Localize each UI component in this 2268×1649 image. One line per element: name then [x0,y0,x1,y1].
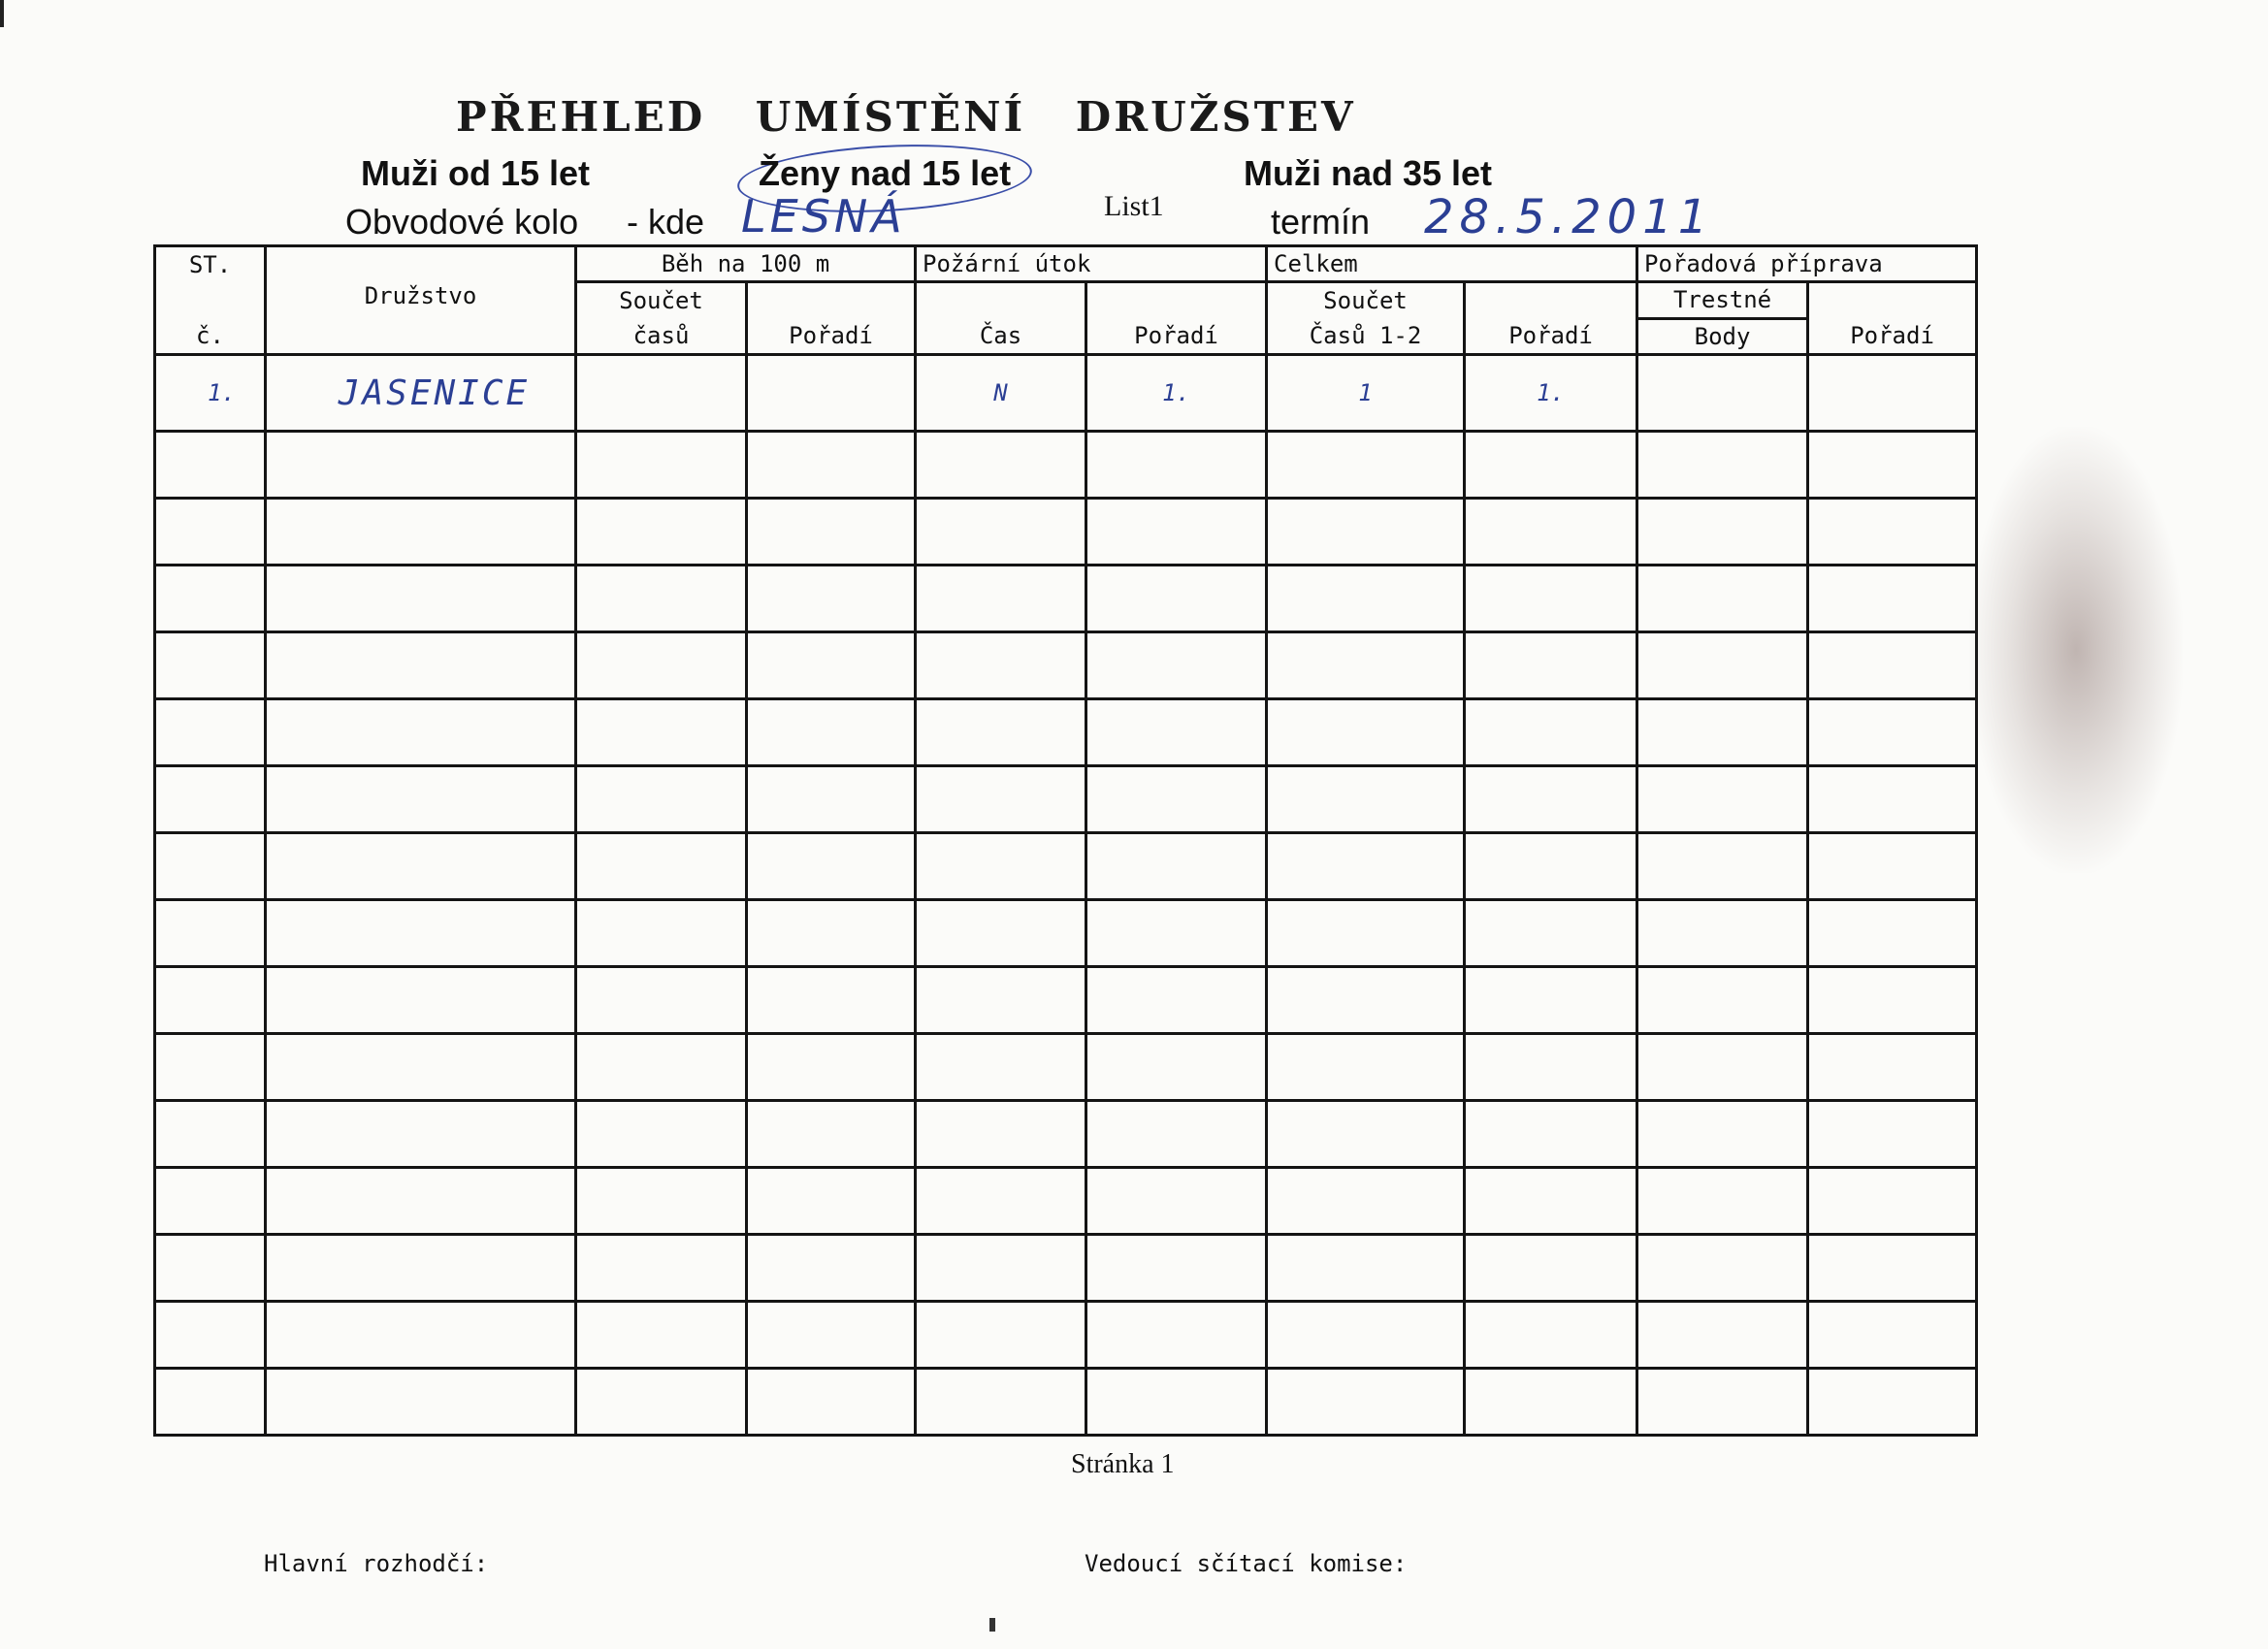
empty-cell [1637,967,1808,1034]
empty-cell [916,833,1086,900]
empty-cell [916,1101,1086,1168]
empty-cell [1637,1235,1808,1302]
page-title: PŘEHLED UMÍSTĚNÍ DRUŽSTEV [456,93,1356,141]
empty-cell [1637,833,1808,900]
empty-cell [266,1101,576,1168]
header-total-rank [1465,282,1637,355]
scan-speck [989,1618,995,1632]
header-run-sum-line2: časů [632,322,690,349]
empty-cell [916,1168,1086,1235]
empty-cell [576,1101,747,1168]
empty-cell [155,967,266,1034]
empty-cell [747,1168,916,1235]
empty-cell [1267,632,1465,699]
empty-cell [1465,1101,1637,1168]
empty-cell [1465,1168,1637,1235]
header-drill-rank [1808,282,1977,355]
date-value: 28.5.2011 [1424,190,1714,244]
empty-cell [155,632,266,699]
empty-cell [576,1235,747,1302]
empty-cell [747,967,916,1034]
header-attack-rank-label: Pořadí [1134,322,1218,349]
header-drill-penalty [1637,282,1808,319]
empty-cell [1267,900,1465,967]
empty-cell [1637,432,1808,499]
empty-cell [1465,499,1637,566]
empty-cell [1267,1034,1465,1101]
empty-cell [1808,1168,1977,1235]
empty-cell [916,499,1086,566]
empty-cell [916,1034,1086,1101]
empty-cell [1465,833,1637,900]
empty-cell [1808,766,1977,833]
empty-cell [576,833,747,900]
empty-cell [1086,900,1267,967]
empty-cell [1086,1034,1267,1101]
empty-cell [1267,967,1465,1034]
empty-cell [747,1235,916,1302]
empty-cell [1465,967,1637,1034]
empty-cell [1637,499,1808,566]
empty-cell [576,699,747,766]
empty-cell [1465,432,1637,499]
empty-cell [1267,1235,1465,1302]
empty-cell [155,1101,266,1168]
header-run-sum [576,282,747,355]
category-men-35: Muži nad 35 let [1244,153,1493,193]
table-row [155,432,1977,499]
empty-cell [155,833,266,900]
header-total-sum-line1: Součet [1323,287,1408,314]
empty-cell [155,566,266,632]
empty-cell [1086,566,1267,632]
header-run-label: Běh na 100 m [661,250,830,277]
empty-cell [155,1168,266,1235]
empty-cell [1267,699,1465,766]
cell-attack-time: N [916,355,1086,432]
empty-cell [576,1034,747,1101]
header-total-rank-label: Pořadí [1508,322,1593,349]
empty-cell [1808,1101,1977,1168]
header-attack-label: Požární útok [923,250,1091,277]
cell-total-rank: 1. [1465,355,1637,432]
empty-cell [1808,632,1977,699]
empty-cell [1465,1302,1637,1369]
table-row [155,1101,1977,1168]
empty-cell [1637,1034,1808,1101]
cell-drill-rank [1808,355,1977,432]
empty-cell [1808,1302,1977,1369]
header-drill-penalty-label: Trestné [1672,286,1772,314]
empty-cell [266,1168,576,1235]
round-label: Obvodové kolo [345,202,579,242]
empty-cell [1465,1235,1637,1302]
empty-cell [576,499,747,566]
empty-cell [1808,699,1977,766]
sheet-label: List1 [1104,190,1164,222]
empty-cell [747,499,916,566]
empty-cell [266,566,576,632]
empty-cell [1637,1369,1808,1436]
empty-cell [1465,1034,1637,1101]
empty-cell [1637,632,1808,699]
empty-cell [266,766,576,833]
empty-cell [916,967,1086,1034]
commission-head-label: Vedoucí sčítací komise: [1085,1550,1408,1577]
empty-cell [747,833,916,900]
empty-cell [1267,1168,1465,1235]
empty-cell [1086,967,1267,1034]
table-row [155,766,1977,833]
empty-cell [1086,632,1267,699]
empty-cell [1808,499,1977,566]
empty-cell [1465,766,1637,833]
empty-cell [1465,1369,1637,1436]
empty-cell [916,1369,1086,1436]
empty-cell [1267,1101,1465,1168]
header-st [155,246,266,355]
empty-cell [1267,833,1465,900]
empty-cell [1267,1302,1465,1369]
empty-cell [266,1034,576,1101]
empty-cell [155,432,266,499]
cell-drill-penalty [1637,355,1808,432]
empty-cell [576,900,747,967]
header-drill-points-label: Body [1694,322,1751,350]
empty-cell [747,699,916,766]
category-women-15: Ženy nad 15 let [759,153,1012,193]
empty-cell [266,499,576,566]
table-row [155,632,1977,699]
empty-cell [1808,967,1977,1034]
table-row [155,355,1977,432]
empty-cell [1086,833,1267,900]
empty-cell [266,432,576,499]
table-row [155,967,1977,1034]
chief-referee-label: Hlavní rozhodčí: [264,1550,489,1577]
empty-cell [916,566,1086,632]
header-drill-points [1637,318,1808,355]
empty-cell [747,632,916,699]
empty-cell [916,900,1086,967]
empty-cell [1808,833,1977,900]
empty-cell [1267,1369,1465,1436]
empty-cell [576,1302,747,1369]
header-team-label: Družstvo [364,282,477,309]
empty-cell [747,432,916,499]
table-row [155,1168,1977,1235]
cell-team: JASENICE [266,355,576,432]
empty-cell [916,699,1086,766]
table-row [155,833,1977,900]
empty-cell [1637,1168,1808,1235]
empty-cell [1267,566,1465,632]
header-attack-time [916,282,1086,355]
empty-cell [155,766,266,833]
empty-cell [916,1235,1086,1302]
empty-cell [576,632,747,699]
empty-cell [266,1302,576,1369]
empty-cell [1637,1101,1808,1168]
table-row [155,566,1977,632]
cell-run-rank [747,355,916,432]
scan-shadow [1969,427,2183,873]
table-row [155,499,1977,566]
cell-attack-rank: 1. [1086,355,1267,432]
empty-cell [1637,900,1808,967]
empty-cell [747,900,916,967]
where-label: - kde [627,202,705,242]
header-attack-group [916,246,1267,282]
empty-cell [747,1101,916,1168]
page-number-label: Stránka 1 [1071,1449,1175,1479]
empty-cell [1086,1168,1267,1235]
table-row [155,699,1977,766]
empty-cell [1086,1235,1267,1302]
header-total-sum-line2: Časů 1-2 [1309,322,1422,349]
empty-cell [576,1168,747,1235]
empty-cell [1808,900,1977,967]
empty-cell [916,432,1086,499]
empty-cell [1808,432,1977,499]
table-row [155,1235,1977,1302]
empty-cell [1637,766,1808,833]
empty-cell [155,1034,266,1101]
header-drill-group [1637,246,1977,282]
empty-cell [1808,1235,1977,1302]
empty-cell [576,432,747,499]
empty-cell [576,566,747,632]
empty-cell [266,699,576,766]
header-st-label: ST. [188,251,232,278]
header-run-group [576,246,916,282]
where-value: LESNÁ [741,190,906,242]
empty-cell [916,632,1086,699]
empty-cell [747,1034,916,1101]
table-row [155,1034,1977,1101]
empty-cell [1086,766,1267,833]
empty-cell [1637,699,1808,766]
empty-cell [1465,699,1637,766]
cell-st: 1. [155,355,266,432]
cell-run-sum [576,355,747,432]
empty-cell [266,900,576,967]
empty-cell [155,1235,266,1302]
header-team [266,246,576,355]
empty-cell [1465,900,1637,967]
empty-cell [747,1369,916,1436]
empty-cell [747,766,916,833]
date-label: termín [1271,202,1371,242]
empty-cell [1267,432,1465,499]
header-run-sum-line1: Součet [619,287,703,314]
page-edge-mark [0,0,4,27]
empty-cell [1086,1101,1267,1168]
empty-cell [576,967,747,1034]
empty-cell [747,566,916,632]
empty-cell [576,1369,747,1436]
empty-cell [1637,566,1808,632]
header-total-sum [1267,282,1465,355]
header-total-group [1267,246,1637,282]
header-total-label: Celkem [1274,250,1358,277]
table-row [155,1369,1977,1436]
empty-cell [1086,499,1267,566]
empty-cell [1465,566,1637,632]
empty-cell [266,632,576,699]
empty-cell [266,967,576,1034]
header-attack-time-label: Čas [979,322,1022,349]
empty-cell [266,1369,576,1436]
cell-total-sum: 1 [1267,355,1465,432]
empty-cell [266,833,576,900]
table-row [155,900,1977,967]
empty-cell [1086,1369,1267,1436]
empty-cell [1637,1302,1808,1369]
empty-cell [1086,432,1267,499]
table-row [155,1302,1977,1369]
category-men-15: Muži od 15 let [361,153,591,193]
empty-cell [155,499,266,566]
empty-cell [1086,1302,1267,1369]
empty-cell [1267,766,1465,833]
empty-cell [155,1302,266,1369]
empty-cell [916,766,1086,833]
empty-cell [1808,566,1977,632]
results-table [153,244,1978,1437]
header-attack-rank [1086,282,1267,355]
empty-cell [155,1369,266,1436]
empty-cell [1267,499,1465,566]
header-run-rank [747,282,916,355]
empty-cell [266,1235,576,1302]
empty-cell [747,1302,916,1369]
header-drill-rank-label: Pořadí [1850,322,1934,349]
empty-cell [576,766,747,833]
empty-cell [916,1302,1086,1369]
header-drill-label: Pořadová příprava [1644,250,1883,277]
empty-cell [1465,632,1637,699]
empty-cell [1086,699,1267,766]
empty-cell [1808,1034,1977,1101]
header-st-number: č. [196,322,224,349]
empty-cell [1808,1369,1977,1436]
empty-cell [155,900,266,967]
header-run-rank-label: Pořadí [789,322,873,349]
empty-cell [155,699,266,766]
